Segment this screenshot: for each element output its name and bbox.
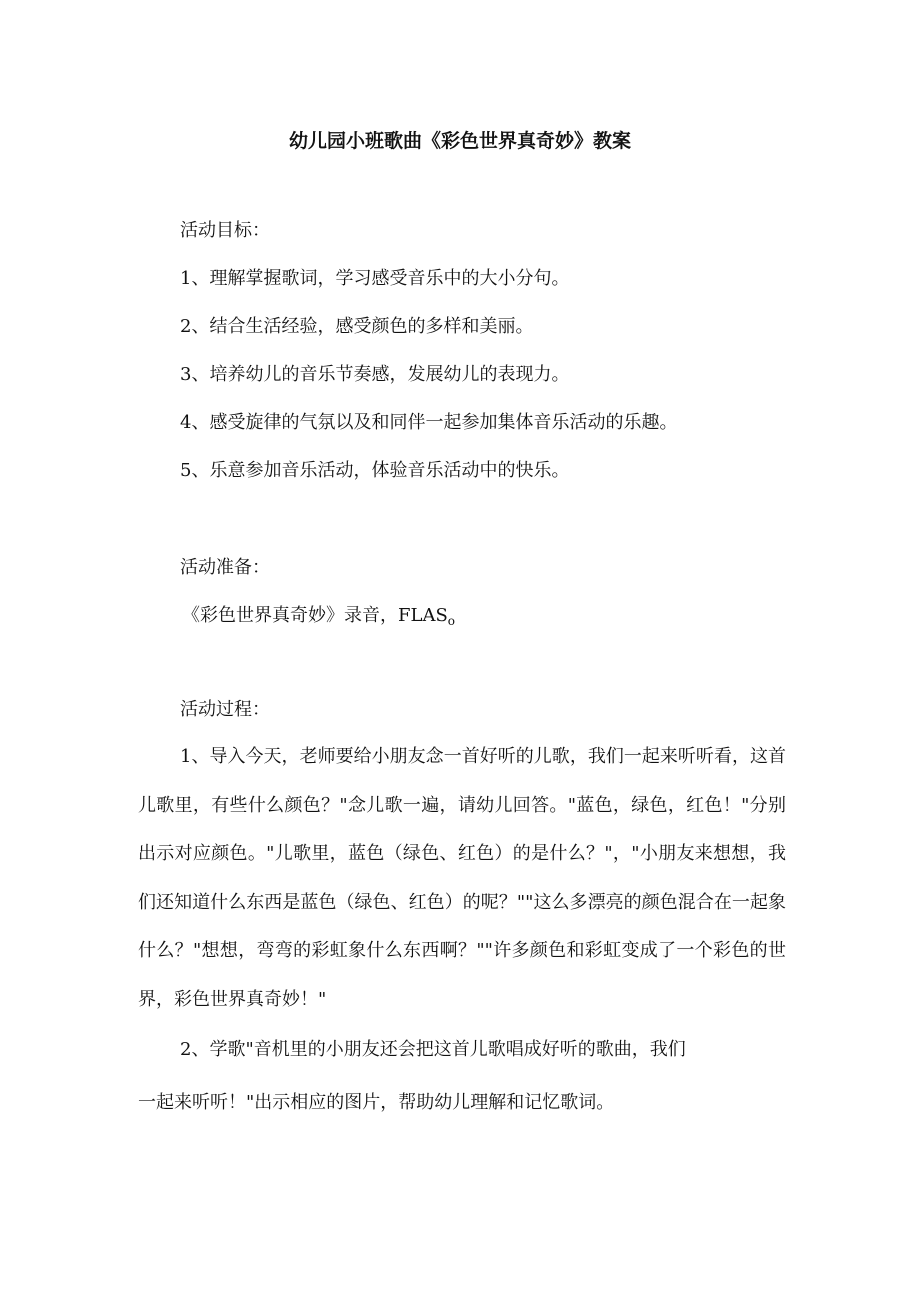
objectives-heading: 活动目标：	[180, 220, 270, 241]
preparation-text	[182, 603, 455, 634]
process-heading: 活动过程：	[180, 699, 270, 720]
objective-item-5: 5、乐意参加音乐活动，体验音乐活动中的快乐。	[180, 460, 570, 481]
process-paragraph-1: 1、导入今天，老师要给小朋友念一首好听的儿歌，我们一起来听听看，这首儿歌里，有些什么颜色？"念儿歌一遍，请幼儿回答。"蓝色，绿色，红色！"分别出示对应颜色。"儿歌里，蓝色（绿色、红色）的是什么？"，"小朋友来想想，我们还知道什么东西是蓝色（绿色、红色）的呢？""这么多漂亮的颜色混合在一起象什么？"想想，弯弯的彩虹象什么东西啊？""许多颜色和彩虹变成了一个彩色的世界，彩色世界真奇妙！"	[138, 746, 786, 1010]
process-paragraph-2: 2、学歌"音机里的小朋友还会把这首儿歌唱成好听的歌曲，我们	[180, 1039, 686, 1060]
objective-item-4: 4、感受旋律的气氛以及和同伴一起参加集体音乐活动的乐趣。	[180, 412, 678, 433]
preparation-main-text: 《彩色世界真奇妙》录音，FLAS	[182, 605, 448, 626]
preparation-suffix: o	[447, 614, 456, 628]
objective-item-1: 1、理解掌握歌词，学习感受音乐中的大小分句。	[180, 268, 570, 289]
objective-item-3: 3、培养幼儿的音乐节奏感，发展幼儿的表现力。	[180, 364, 570, 385]
document-title: 幼儿园小班歌曲《彩色世界真奇妙》教案	[288, 130, 631, 152]
preparation-heading: 活动准备：	[180, 557, 270, 578]
objective-item-2: 2、结合生活经验，感受颜色的多样和美丽。	[180, 316, 534, 337]
process-paragraph-3: 一起来听听！"出示相应的图片，帮助幼儿理解和记忆歌词。	[138, 1092, 615, 1113]
